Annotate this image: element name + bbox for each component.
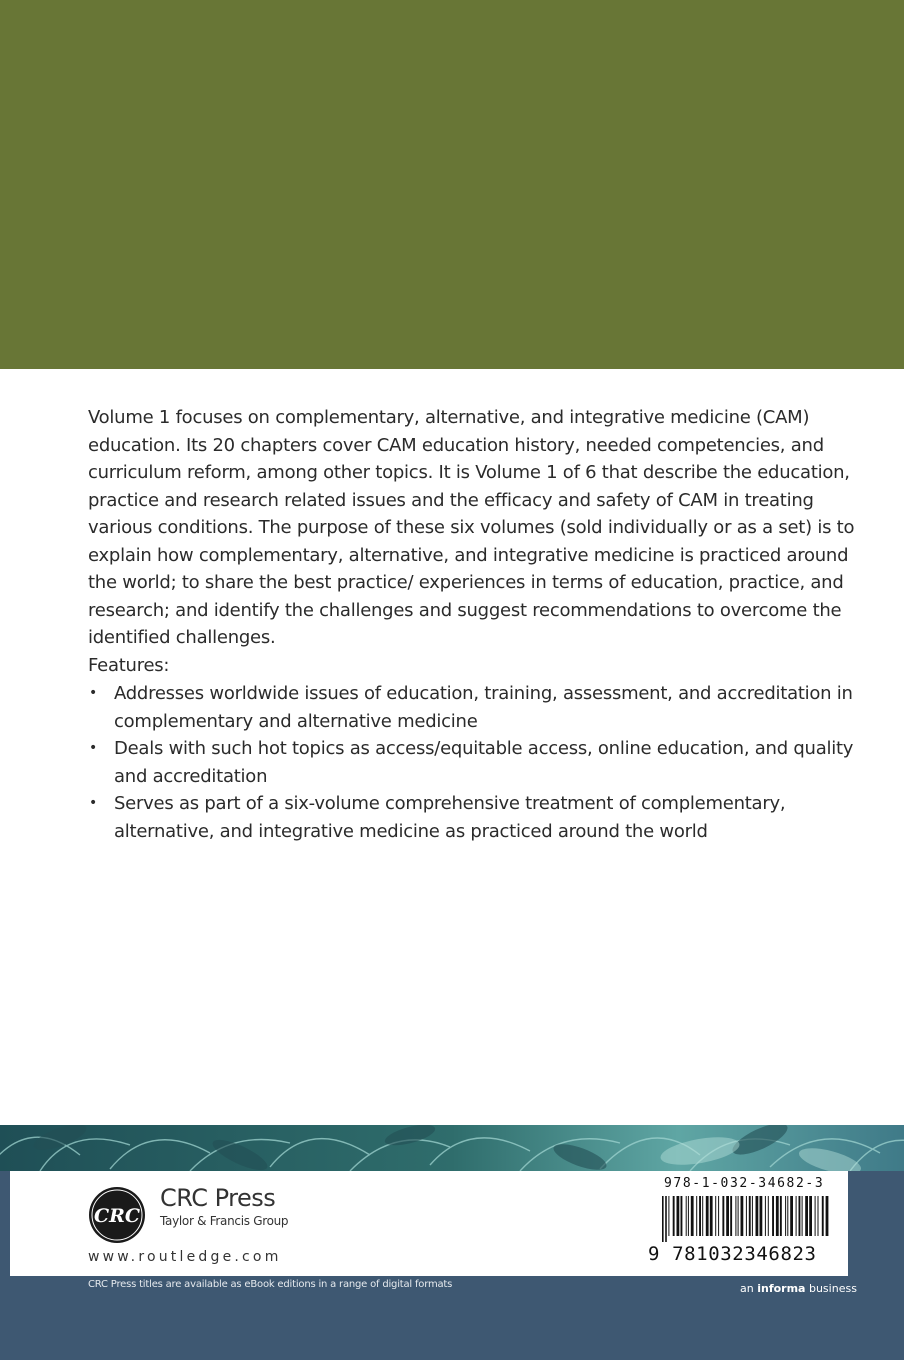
barcode-bar (668, 1196, 669, 1236)
barcode-bar (776, 1196, 779, 1236)
publisher-website[interactable]: www.routledge.com (88, 1249, 282, 1265)
barcode-bar (677, 1196, 680, 1236)
barcode-digits (648, 1243, 817, 1265)
informa-brand: informa (757, 1282, 806, 1295)
barcode-bar (688, 1196, 689, 1236)
barcode-bar (691, 1196, 694, 1236)
barcode-lead-digit: 9 (648, 1243, 661, 1265)
barcode-bar (822, 1196, 824, 1236)
barcode-bar (665, 1196, 667, 1242)
barcode-bar (673, 1196, 675, 1236)
barcode-bar (735, 1196, 736, 1236)
features-list (88, 680, 858, 845)
barcode-bar (746, 1196, 747, 1236)
book-description: Volume 1 focuses on complementary, alternative, and integrative medicine (CAM) education. Its 20 chapters cover CAM education history, needed competencies, and curriculum reform, among other topics. It is Volume 1 of 6 that describe the education, practice and research related issues and the efficacy and safety of CAM in treating various conditions. The purpose of these six volumes (sold individually or as a set) is to explain how complementary, alternative, and integrative medicine is practiced around the world; to share the best practice/ experiences in terms of education, practice, and research; and identify the challenges and suggest recommendations to overcome the identified challenges. (88, 407, 855, 648)
barcode-bar (741, 1196, 744, 1236)
barcode-bar (662, 1196, 664, 1242)
bullet-icon: • (88, 685, 97, 701)
barcode-bar (785, 1196, 786, 1236)
barcode-bar (699, 1196, 701, 1236)
feature-text: Addresses worldwide issues of education, training, assessment, and accreditation in complementary and alternative medicine (114, 683, 853, 732)
barcode-bar (809, 1196, 812, 1236)
barcode-bar (722, 1196, 724, 1236)
informa-suffix: business (805, 1282, 857, 1295)
barcode-bar (738, 1196, 739, 1236)
feature-item (88, 790, 858, 845)
barcode-bar (681, 1196, 683, 1236)
leaf-pattern-icon (0, 1125, 904, 1171)
barcode-bar (686, 1196, 687, 1236)
bullet-icon: • (88, 795, 97, 811)
leaf-pattern-band (0, 1125, 904, 1171)
barcode-bar (805, 1196, 808, 1236)
publisher-group: Taylor & Francis Group (160, 1214, 289, 1228)
barcode-bar (730, 1196, 732, 1236)
publisher-name: CRC Press (160, 1184, 276, 1212)
informa-prefix: an (740, 1282, 758, 1295)
barcode-bar (760, 1196, 763, 1236)
barcode-icon (662, 1196, 834, 1242)
barcode-bar (702, 1196, 703, 1236)
barcode-bar (749, 1196, 751, 1236)
barcode-main-digits: 781032346823 (672, 1243, 817, 1265)
feature-item (88, 680, 858, 735)
feature-text: Serves as part of a six-volume comprehensive treatment of complementary, alternative, and integrative medicine as practiced around the world (114, 793, 786, 842)
bullet-icon: • (88, 740, 97, 756)
right-edge-strip (848, 1171, 904, 1276)
barcode-bar (726, 1196, 729, 1236)
barcode-bar (710, 1196, 713, 1236)
barcode-bar (787, 1196, 788, 1236)
barcode-bar (802, 1196, 803, 1236)
isbn-text: 978-1-032-34682-3 (664, 1176, 825, 1191)
informa-tagline (740, 1282, 857, 1295)
barcode-bar (706, 1196, 709, 1236)
cover-color-band (0, 0, 904, 369)
barcode-bar (799, 1196, 801, 1236)
barcode-bar (756, 1196, 759, 1236)
feature-item (88, 735, 858, 790)
barcode-bar (818, 1196, 819, 1236)
barcode-bar (826, 1196, 829, 1236)
crc-logo-icon (88, 1186, 146, 1244)
barcode-bar (718, 1196, 719, 1236)
barcode-bar (752, 1196, 753, 1236)
barcode-bar (815, 1196, 816, 1236)
ebook-note: CRC Press titles are available as eBook editions in a range of digital formats (88, 1279, 453, 1290)
feature-text: Deals with such hot topics as access/equitable access, online education, and quality and accreditation (114, 738, 854, 787)
barcode-bar (780, 1196, 782, 1236)
barcode-bar (765, 1196, 766, 1236)
left-edge-strip (0, 1171, 10, 1276)
features-heading: Features: (88, 655, 170, 676)
barcode-bar (796, 1196, 797, 1236)
barcode-bar (790, 1196, 793, 1236)
logo-text: CRC (93, 1205, 141, 1227)
barcode-bar (768, 1196, 769, 1236)
barcode-bar (715, 1196, 716, 1236)
barcode-bar (772, 1196, 774, 1236)
barcode-bar (696, 1196, 697, 1236)
